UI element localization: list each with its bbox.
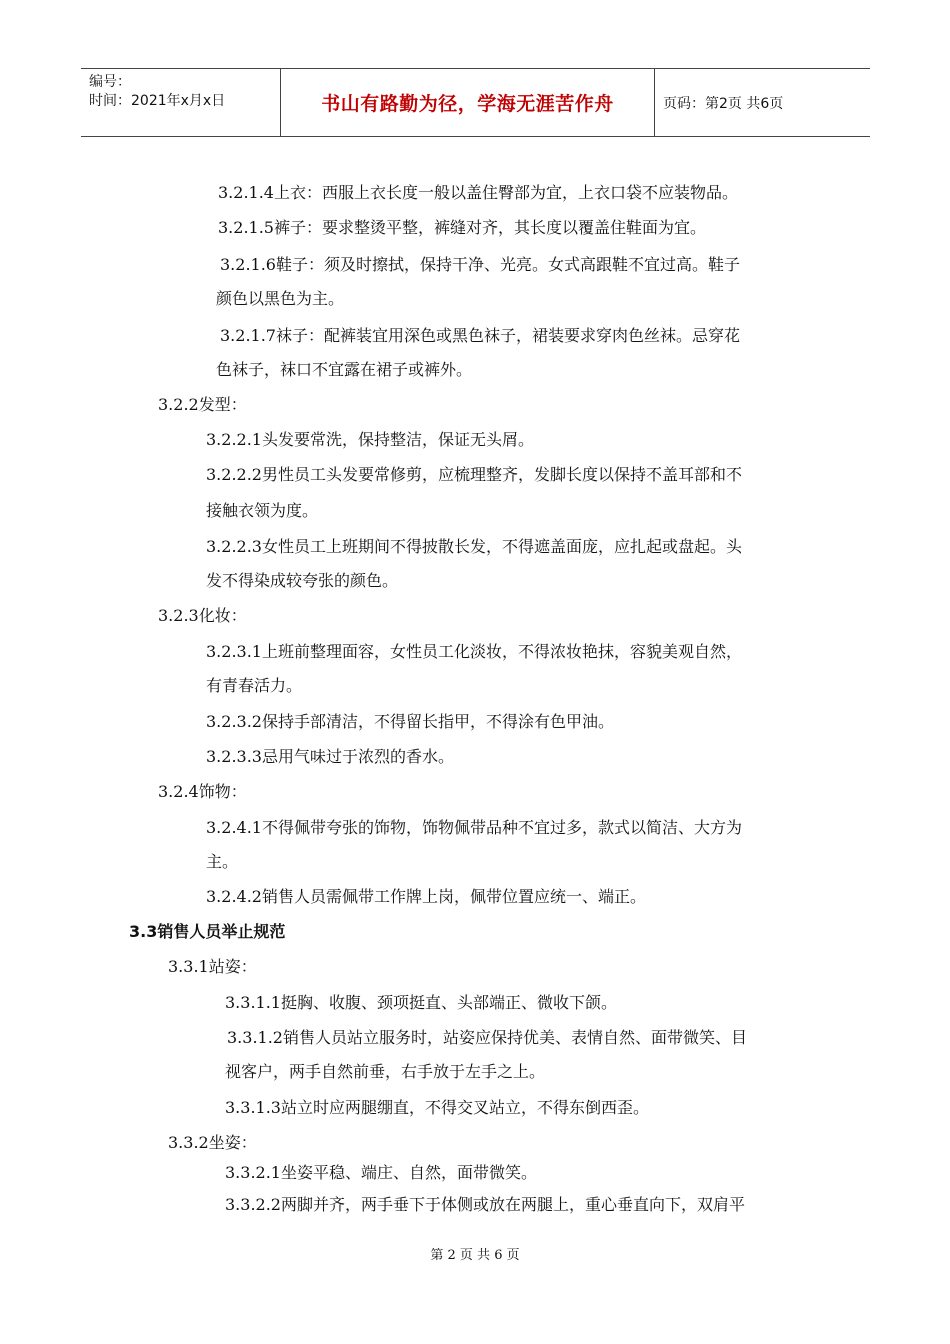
body-line: 3.3.1站姿： — [168, 957, 257, 976]
body-line: 3.2.4.2销售人员需佩带工作牌上岗，佩带位置应统一、端正。 — [206, 887, 646, 906]
body-line: 3.3.1.2销售人员站立服务时，站姿应保持优美、表情自然、面带微笑、目 — [227, 1028, 747, 1047]
header-motto: 书山有路勤为径，学海无涯苦作舟 — [321, 93, 614, 115]
header-left-cell — [81, 69, 281, 136]
body-line: 3.2.4.1不得佩带夸张的饰物，饰物佩带品种不宜过多，款式以简洁、大方为 — [206, 818, 742, 837]
body-line: 3.3.2.1坐姿平稳、端庄、自然，面带微笑。 — [225, 1163, 537, 1182]
document-header — [81, 68, 870, 137]
body-line: 色袜子，袜口不宜露在裙子或裤外。 — [216, 360, 473, 379]
body-line: 3.2.3.1上班前整理面容，女性员工化淡妆，不得浓妆艳抹，容貌美观自然， — [206, 642, 742, 661]
header-middle-cell — [281, 69, 655, 136]
section-heading: 3.3销售人员举止规范 — [129, 922, 286, 941]
document-time-label: 时间：2021年x月x日 — [89, 93, 226, 109]
body-line: 3.3.1.3站立时应两腿绷直，不得交叉站立，不得东倒西歪。 — [225, 1098, 649, 1117]
body-line: 3.2.1.7袜子：配裤装宜用深色或黑色袜子，裙装要求穿肉色丝袜。忌穿花 — [220, 326, 740, 345]
body-line: 3.2.2.1头发要常洗，保持整洁，保证无头屑。 — [206, 430, 534, 449]
body-line: 3.2.3.3忌用气味过于浓烈的香水。 — [206, 747, 454, 766]
page-indicator: 页码：第2页 共6页 — [663, 95, 784, 112]
body-line: 接触衣领为度。 — [206, 501, 319, 520]
header-right-cell — [655, 69, 870, 136]
body-line: 3.2.1.4上衣：西服上衣长度一般以盖住臀部为宜，上衣口袋不应装物品。 — [218, 183, 738, 202]
body-line: 3.2.3化妆： — [158, 606, 247, 625]
body-line: 颜色以黑色为主。 — [216, 289, 345, 308]
document-number-label: 编号： — [89, 74, 131, 90]
page-footer: 第 2 页 共 6 页 — [430, 1248, 520, 1263]
body-line: 3.3.2.2两脚并齐，两手垂下于体侧或放在两腿上，重心垂直向下，双肩平 — [225, 1195, 745, 1214]
body-line: 3.2.1.5裤子：要求整烫平整，裤缝对齐，其长度以覆盖住鞋面为宜。 — [218, 218, 706, 237]
body-line: 3.2.4饰物： — [158, 782, 247, 801]
body-line: 3.2.3.2保持手部清洁，不得留长指甲，不得涂有色甲油。 — [206, 712, 614, 731]
body-line: 3.2.2.2男性员工头发要常修剪，应梳理整齐，发脚长度以保持不盖耳部和不 — [206, 465, 742, 484]
body-line: 3.3.2坐姿： — [168, 1133, 257, 1152]
body-line: 视客户，两手自然前垂，右手放于左手之上。 — [225, 1062, 546, 1081]
body-line: 3.2.2发型： — [158, 395, 247, 414]
body-line: 发不得染成较夸张的颜色。 — [206, 571, 399, 590]
body-line: 3.3.1.1挺胸、收腹、颈项挺直、头部端正、微收下颌。 — [225, 993, 617, 1012]
body-line: 3.2.1.6鞋子：须及时擦拭，保持干净、光亮。女式高跟鞋不宜过高。鞋子 — [220, 255, 740, 274]
body-line: 有青春活力。 — [206, 676, 303, 695]
body-line: 主。 — [206, 852, 239, 871]
body-line: 3.2.2.3女性员工上班期间不得披散长发，不得遮盖面庞，应扎起或盘起。头 — [206, 537, 742, 556]
